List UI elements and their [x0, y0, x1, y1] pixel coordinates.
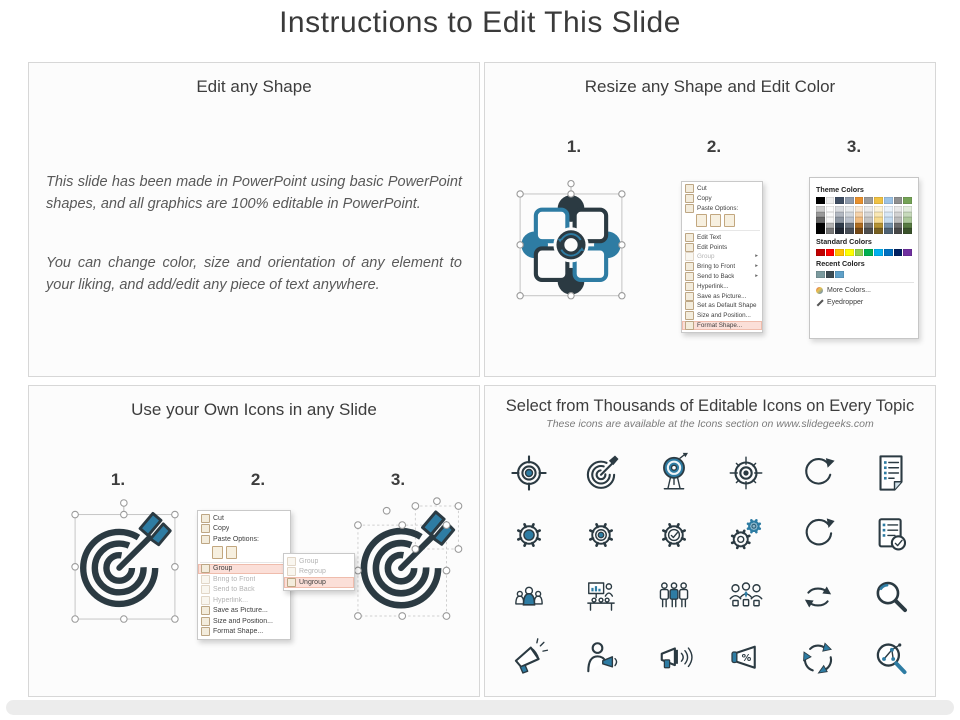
send-to-back-icon — [201, 585, 210, 594]
color-swatch[interactable] — [816, 228, 825, 234]
menu-item-size-and-position[interactable]: Size and Position... — [198, 616, 290, 627]
menu-item-hyperlink[interactable]: Hyperlink... — [198, 595, 290, 606]
magnifier-icon[interactable] — [868, 574, 914, 620]
color-swatch[interactable] — [845, 249, 854, 256]
menu-item-paste-options[interactable]: Paste Options: — [198, 534, 290, 545]
color-swatch[interactable] — [816, 249, 825, 256]
edit-shape-paragraph-2: You can change color, size and orientation of any element to your liking, and add/edit any piece of text anywhere. — [46, 254, 462, 294]
submenu-arrow-icon: ▸ — [755, 253, 758, 260]
color-swatch[interactable] — [874, 197, 883, 204]
checklist-approved-icon[interactable] — [868, 512, 914, 558]
color-swatch[interactable] — [894, 228, 903, 234]
menu-item-copy[interactable]: Copy — [198, 524, 290, 535]
paste-options-row — [198, 545, 290, 561]
color-swatch[interactable] — [864, 197, 873, 204]
edit-points-icon — [685, 243, 694, 252]
recent-colors-label: Recent Colors — [816, 258, 865, 268]
default-shape-icon — [685, 301, 694, 310]
business-team-icon[interactable] — [651, 574, 697, 620]
hyperlink-icon — [201, 596, 210, 605]
color-swatch[interactable] — [826, 228, 835, 234]
menu-item-edit-text[interactable]: Edit Text — [682, 232, 762, 242]
paste-option-icon[interactable] — [212, 546, 223, 559]
ungroup-icon — [287, 578, 296, 587]
menu-item-edit-points[interactable]: Edit Points — [682, 242, 762, 252]
footer-decoration — [6, 700, 954, 715]
target-icon-selected[interactable] — [61, 496, 189, 628]
panel-heading-resize-shape: Resize any Shape and Edit Color — [584, 77, 836, 96]
standard-colors-label: Standard Colors — [816, 236, 872, 246]
gear-filled-icon[interactable] — [506, 512, 552, 558]
menu-item-group[interactable]: Group — [284, 556, 354, 567]
edit-shape-paragraph-1: This slide has been made in PowerPoint using basic PowerPoint shapes, and all graphics are 100% editable in PowerPoint. — [46, 174, 462, 213]
panel-icon-library — [484, 385, 936, 697]
color-swatch[interactable] — [884, 197, 893, 204]
color-swatch[interactable] — [874, 249, 883, 256]
color-swatch[interactable] — [816, 271, 825, 278]
color-swatch[interactable] — [845, 197, 854, 204]
menu-item-format-shape[interactable]: Format Shape... — [682, 321, 762, 331]
format-shape-icon — [201, 627, 210, 636]
menu-item-group[interactable]: Group — [198, 564, 290, 575]
menu-item-group[interactable]: Group ▸ — [682, 252, 762, 262]
megaphone-icon[interactable] — [506, 636, 552, 682]
gear-core-icon[interactable] — [578, 512, 624, 558]
search-analytics-icon[interactable] — [868, 636, 914, 682]
menu-item-send-to-back[interactable]: Send to Back ▸ — [682, 272, 762, 282]
color-swatch[interactable] — [864, 228, 873, 234]
color-swatch[interactable] — [816, 197, 825, 204]
bring-to-front-icon — [201, 575, 210, 584]
panel-resize-shape — [484, 62, 936, 377]
crosshair-icon[interactable] — [723, 450, 769, 496]
icon-library-subtitle: These icons are available at the Icons section on www.slidegeeks.com — [546, 418, 874, 430]
theme-colors-label: Theme Colors — [816, 185, 864, 194]
copy-icon — [685, 194, 694, 203]
megaphone-waves-icon[interactable] — [651, 636, 697, 682]
paste-option-icon[interactable] — [226, 546, 237, 559]
menu-item-set-as-default-shape[interactable]: Set as Default Shape — [682, 301, 762, 311]
paste-icon — [201, 535, 210, 544]
paste-option-icon[interactable] — [710, 214, 721, 227]
step-number-3: 3. — [390, 470, 406, 489]
color-swatch[interactable] — [884, 249, 893, 256]
color-swatch[interactable] — [835, 197, 844, 204]
menu-item-save-as-picture[interactable]: Save as Picture... — [198, 606, 290, 617]
paste-option-icon[interactable] — [724, 214, 735, 227]
color-swatch[interactable] — [835, 249, 844, 256]
color-swatch[interactable] — [874, 228, 883, 234]
more-colors[interactable]: More Colors... — [816, 286, 912, 295]
regroup-icon — [287, 567, 296, 576]
context-menu-resize — [681, 181, 763, 333]
color-swatch[interactable] — [903, 228, 912, 234]
panel-own-icons — [28, 385, 480, 697]
group-icon — [685, 252, 694, 261]
hyperlink-icon — [685, 282, 694, 291]
selected-shape-figure[interactable] — [509, 177, 633, 303]
presentation-meeting-icon[interactable] — [578, 574, 624, 620]
menu-item-hyperlink[interactable]: Hyperlink... — [682, 281, 762, 291]
color-swatch[interactable] — [894, 249, 903, 256]
copy-icon — [201, 524, 210, 533]
color-swatch[interactable] — [826, 197, 835, 204]
eyedropper[interactable]: Eyedropper — [816, 298, 912, 307]
target-dart-icon[interactable] — [578, 450, 624, 496]
target-board-icon[interactable] — [651, 450, 697, 496]
sync-arrows-icon[interactable] — [795, 574, 841, 620]
color-swatch[interactable] — [864, 249, 873, 256]
paste-icon — [685, 204, 694, 213]
color-swatch[interactable] — [826, 271, 835, 278]
page-title: Instructions to Edit This Slide — [279, 6, 681, 39]
submenu-arrow-icon: ▸ — [755, 272, 758, 279]
menu-item-size-and-position[interactable]: Size and Position... — [682, 311, 762, 321]
menu-item-save-as-picture[interactable]: Save as Picture... — [682, 291, 762, 301]
color-swatch[interactable] — [855, 249, 864, 256]
menu-item-cut[interactable]: Cut — [682, 184, 762, 194]
eyedropper-icon — [816, 299, 823, 306]
color-swatch[interactable] — [845, 228, 854, 234]
icon-grid — [493, 442, 927, 690]
menu-item-bring-to-front[interactable]: Bring to Front — [198, 574, 290, 585]
paste-option-icon[interactable] — [696, 214, 707, 227]
size-and-position-icon — [201, 617, 210, 626]
menu-item-cut[interactable]: Cut — [198, 513, 290, 524]
bring-to-front-icon — [685, 262, 694, 271]
group-submenu — [283, 553, 355, 591]
step-number-2: 2. — [706, 137, 722, 156]
target-focus-icon[interactable] — [506, 450, 552, 496]
edit-text-icon — [685, 233, 694, 242]
more-colors-icon — [816, 287, 823, 294]
group-icon — [201, 564, 210, 573]
context-menu-group — [197, 510, 291, 640]
save-as-picture-icon — [685, 292, 694, 301]
color-swatch[interactable] — [835, 271, 844, 278]
target-icon-ungrouped[interactable] — [341, 494, 473, 630]
promo-percent-icon[interactable] — [723, 636, 769, 682]
color-swatch[interactable] — [903, 249, 912, 256]
cut-icon — [685, 184, 694, 193]
step-number-1: 1. — [566, 137, 582, 156]
step-number-3: 3. — [846, 137, 862, 156]
arrow-rotate-icon[interactable] — [795, 512, 841, 558]
color-swatch[interactable] — [903, 197, 912, 204]
panel-edit-any-shape — [28, 62, 480, 377]
group-icon — [287, 557, 296, 566]
gears-double-icon[interactable] — [723, 512, 769, 558]
menu-item-regroup[interactable]: Regroup — [284, 567, 354, 578]
team-profiles-icon[interactable] — [723, 574, 769, 620]
gear-check-icon[interactable] — [651, 512, 697, 558]
arrow-rotate-open-icon[interactable] — [795, 450, 841, 496]
color-swatch[interactable] — [855, 197, 864, 204]
menu-item-send-to-back[interactable]: Send to Back — [198, 585, 290, 596]
submenu-arrow-icon: ▸ — [755, 262, 758, 269]
panel-heading-edit-shape: Edit any Shape — [196, 77, 312, 96]
size-and-position-icon — [685, 311, 694, 320]
step-number-2: 2. — [250, 470, 266, 489]
svg-text:%: % — [741, 653, 752, 665]
color-swatch[interactable] — [894, 197, 903, 204]
color-swatch[interactable] — [835, 228, 844, 234]
panel-heading-own-icons: Use your Own Icons in any Slide — [131, 400, 377, 419]
color-picker-panel — [809, 177, 919, 339]
cut-icon — [201, 514, 210, 523]
people-group-icon[interactable] — [506, 574, 552, 620]
format-shape-icon — [685, 321, 694, 330]
save-as-picture-icon — [201, 606, 210, 615]
menu-item-bring-to-front[interactable]: Bring to Front ▸ — [682, 262, 762, 272]
cycle-arrows-icon[interactable] — [795, 636, 841, 682]
person-announce-icon[interactable] — [578, 636, 624, 682]
step-number-1: 1. — [110, 470, 126, 489]
paste-options-row — [682, 213, 762, 229]
menu-item-format-shape[interactable]: Format Shape... — [198, 627, 290, 638]
menu-item-paste-options[interactable]: Paste Options: — [682, 204, 762, 214]
document-checklist-icon[interactable] — [868, 450, 914, 496]
color-swatch[interactable] — [884, 228, 893, 234]
color-swatch[interactable] — [826, 249, 835, 256]
menu-item-ungroup[interactable]: Ungroup — [284, 577, 354, 588]
send-to-back-icon — [685, 272, 694, 281]
panel-heading-icon-library: Select from Thousands of Editable Icons on Every Topic — [505, 397, 915, 415]
color-swatch[interactable] — [855, 228, 864, 234]
menu-item-copy[interactable]: Copy — [682, 194, 762, 204]
